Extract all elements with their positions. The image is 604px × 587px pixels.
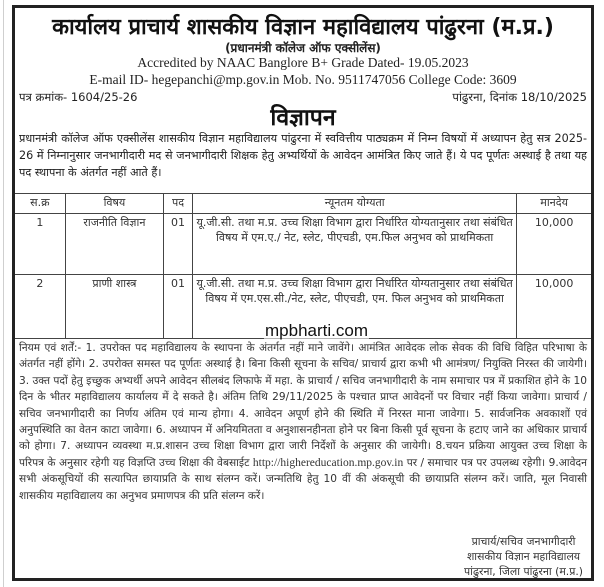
signature-line-2: शासकीय विज्ञान महाविद्यालय (466, 550, 581, 563)
office-title: कार्यालय प्राचार्य शासकीय विज्ञान महाविद्यालय पांढुरना (म.प्र.) (52, 15, 554, 40)
watermark-text: mpbharti.com (265, 321, 368, 340)
signature-block (464, 534, 583, 579)
advertisement-heading: विज्ञापन (270, 105, 336, 131)
page-edge-line (3, 0, 4, 587)
cell-sno: 1 (15, 214, 65, 275)
contact-line: E-mail ID- hegepanchi@mp.gov.in Mob. No. 9511747056 College Code: 3609 (89, 72, 517, 87)
header-subject: विषय (65, 194, 163, 214)
rules-text-part2: पर / समाचार पत्र पर उपलब्ध रहेगी। 9.आवेदन सभी अंकसूचियों की सत्यापित छायाप्रति के साथ संलग्न करें। जन्मतिथि हेतु 10 वीं की अंकसूची की छायाप्रति संलग्न करें। जाति, मूल निवासी शासकीय महाविद्यालय का अनुभव प्रमाणपत्र की प्रति संलग्न करें। (19, 456, 587, 502)
website-link[interactable]: http://highereducation.mp.gov.in (252, 456, 404, 469)
cell-subject: प्राणी शास्त्र (65, 275, 163, 339)
posts-table (15, 193, 591, 339)
signature-line-3: पांढुरना, जिला पांढुरना (म.प्र.) (464, 565, 583, 578)
header-sno: स.क्र (15, 194, 65, 214)
rules-text-part1: नियम एवं शर्तें:- 1. उपरोक्त पद महाविद्यालय के स्थापना के अंतर्गत नहीं माने जावेंगे। आमंत्रित आवेदक लोक सेवक की विधि विहित परिभाषा के अंतर्गत नहीं होंगे। 2. उपरोक्त समस्त पद पूर्णतः अस्थाई है। बिना किसी सूचना के सचिव/ प्राचार्य द्वारा कभी भी आमंत्रण/ नियुक्ति निरस्त की जायेगी। 3. उक्त पदों हेतु इच्छुक अभ्यर्थी अपने आवेदन सीलबंद लिफाफे में महा. के प्राचार्य / सचिव जनभागीदारी के नाम समाचार पत्र में प्रकाशित होने के 10 दिन के भीतर महाविद्यालय कार्यालय में दे सकते है। अंतिम तिथि 29/11/2025 के पश्चात प्राप्त आवेदनों पर विचार नहीं किया जावेगा। प्राचार्य / सचिव जनभागीदारी का निर्णय अंतिम एवं मान्य होगा। 4. आवेदन अपूर्ण होने की स्थिति में निरस्त माना जावेगा। 5. सार्वजनिक अवकाशों एवं अनुपस्थिति का वेतन काटा जावेगा। 6. अध्यापन में अनियमितता व अनुशासनहीनता होने पर बिना किसी पूर्व सूचना के हटाए जाने का अधिकार प्राचार्य को होगा। 7. अध्यापन व्यवस्था म.प्र.शासन उच्च शिक्षा विभाग द्वारा जारी निर्देशों के अनुसार की जायेगी। 8.चयन प्रक्रिया आयुक्त उच्च शिक्षा के परिपत्र के अनुसार रहेगी यह विज्ञप्ति उच्च शिक्षा की वेबसाईट (19, 342, 587, 469)
place-date: पांढुरना, दिनांक 18/10/2025 (452, 90, 587, 104)
cell-honorarium: 10,000 (517, 275, 591, 339)
table-header-row (15, 194, 591, 214)
letter-number: पत्र क्रमांक- 1604/25-26 (19, 90, 138, 104)
cell-qualification: यू.जी.सी. तथा म.प्र. उच्च शिक्षा विभाग द्वारा निर्धारित योग्यतानुसार तथा संबंधित विषय में एम.ए./ नेट, स्लेट, पीएचडी, एम.फिल अनुभव को प्राथमिकता (193, 214, 517, 275)
header-qualification: न्यूनतम योग्यता (193, 194, 517, 214)
cell-honorarium: 10,000 (517, 214, 591, 275)
accreditation-line: Accredited by NAAC Banglore B+ Grade Dated- 19.05.2023 (137, 55, 469, 70)
intro-paragraph: प्रधानमंत्री कॉलेज ऑफ एक्सीलेंस शासकीय विज्ञान महाविद्यालय पांढुरना में स्ववित्तीय पाठ्यक्रम में निम्न विषयों में अध्यापन हेतु सत्र 2025-26 में निम्नानुसार जनभागीदारी मद से जनभागीदारी शिक्षक हेतु अभ्यर्थियों के आवेदन आमंत्रित किए जाते हैं। ये पद पूर्णतः अस्थाई है तथा यह पद स्थापना के अंतर्गत नहीं आते हैं। (19, 132, 587, 179)
signature-line-1: प्राचार्य/सचिव जनभागीदारी (471, 535, 576, 548)
header-honorarium: मानदेय (517, 194, 591, 214)
cell-subject: राजनीति विज्ञान (65, 214, 163, 275)
header-posts: पद (164, 194, 193, 214)
table-row (15, 214, 591, 275)
cell-posts: 01 (164, 214, 193, 275)
cell-qualification: यू.जी.सी. तथा म.प्र. उच्च शिक्षा विभाग द्वारा निर्धारित योग्यतानुसार तथा संबंधित विषय में एम.एस.सी./नेट, स्लेट, पीएचडी, एम. फिल अनुभव को प्राथमिकता (193, 275, 517, 339)
office-subtitle: (प्रधानमंत्री कॉलेज ऑफ एक्सीलेंस) (225, 41, 381, 55)
rules-paragraph (19, 340, 587, 504)
advertisement-frame (12, 5, 594, 581)
cell-posts: 01 (164, 275, 193, 339)
cell-sno: 2 (15, 275, 65, 339)
